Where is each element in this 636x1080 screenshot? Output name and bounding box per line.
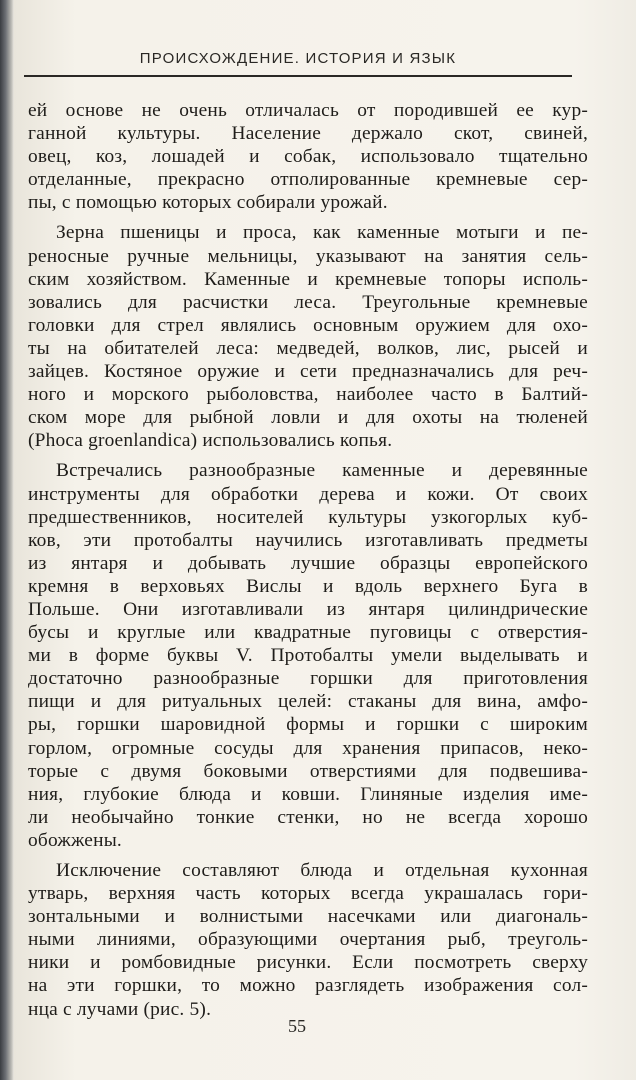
text-line: зайцев. Костяное оружие и сети предназначались для реч- [28,361,588,383]
text-line: головки для стрел являлись основным оружием для охо- [28,314,588,336]
text-line: ском море для рыбной ловли и для охоты на тюленей [28,407,588,429]
text-line: Польше. Они изготавливали из янтаря цилиндрические [28,598,588,620]
book-spine-shadow [0,0,14,1080]
text-line: (Phoca groenlandica) использовались копья. [28,430,393,452]
text-line: ским хозяйством. Каменные и кремневые топоры исполь- [28,268,588,290]
text-line: бусы и круглые или квадратные пуговицы с отверстия- [28,622,588,644]
text-line: ного и морского рыболовства, наиболее часто в Балтий- [28,384,588,406]
text-line: ния, глубокие блюда и ковши. Глиняные изделия име- [28,783,588,805]
paragraph [28,99,588,214]
text-line: Исключение составляют блюда и отдельная кухонная [56,860,588,881]
paragraph-gap [28,452,588,459]
text-line: инструменты для обработки дерева и кожи. От своих [28,483,588,505]
text-line: Встречались разнообразные каменные и деревянные [56,460,588,482]
text-line: ми в форме буквы V. Протобалты умели выделывать и [28,645,588,667]
text-line: овец, коз, лошадей и собак, использовало тщательно [28,146,588,168]
text-line: из янтаря и добывать лучшие образцы европейского [28,552,588,574]
paragraph [28,221,588,452]
text-line: предшественников, носителей культуры узкогорлых куб- [28,506,588,528]
text-line: ными линиями, образующими очертания рыб, треуголь- [28,929,588,951]
text-line: ники и ромбовидные рисунки. Если посмотреть сверху [28,952,588,974]
text-line: на эти горшки, то можно разглядеть изображения сол- [28,975,588,997]
text-line: горлом, огромные сосуды для хранения припасов, неко- [28,737,588,759]
header-rule [24,75,572,77]
paragraph-gap [28,214,588,221]
text-line: зонтальными и волнистыми насечками или диагональ- [28,906,588,928]
text-line: нца с лучами (рис. 5). [28,998,212,1020]
text-line: отделанные, прекрасно отполированные кремневые сер- [28,169,588,191]
text-line: ли необычайно тонкие стенки, но не всегда хорошо [28,806,588,828]
text-line: торые с двумя боковыми отверстиями для подвешива- [28,760,588,782]
running-header: ПРОИСХОЖДЕНИЕ. ИСТОРИЯ И ЯЗЫК [139,50,457,67]
text-line: ты на обитателей леса: медведей, волков, лис, рысей и [28,337,588,359]
text-line: кремня в верховьях Вислы и вдоль верхнего Буга в [28,575,588,597]
paragraph-gap [28,852,588,859]
text-line: пы, с помощью которых собирали урожай. [28,192,388,214]
text-line: ков, эти протобалты научились изготавливать предметы [28,529,588,551]
text-line: ей основе не очень отличалась от породившей ее кур- [28,100,588,121]
text-line: ры, горшки шаровидной формы и горшки с широким [28,714,588,736]
body-text [28,99,588,1021]
paragraph [28,459,588,852]
text-line: пищи и для ритуальных целей: стаканы для вина, амфо- [28,691,588,713]
paragraph [28,859,588,1021]
text-line: достаточно разнообразные горшки для приготовления [28,668,588,690]
text-line: зовались для расчистки леса. Треугольные кремневые [28,291,588,313]
page-number: 55 [288,1016,306,1036]
text-line: ганной культуры. Население держало скот, свиней, [28,123,588,145]
text-line: Зерна пшеницы и проса, как каменные мотыги и пе- [56,222,588,244]
text-line: утварь, верхняя часть которых всегда украшалась гори- [28,883,588,905]
text-line: обожжены. [28,829,122,851]
text-line: реносные ручные мельницы, указывают на занятия сель- [28,245,588,267]
